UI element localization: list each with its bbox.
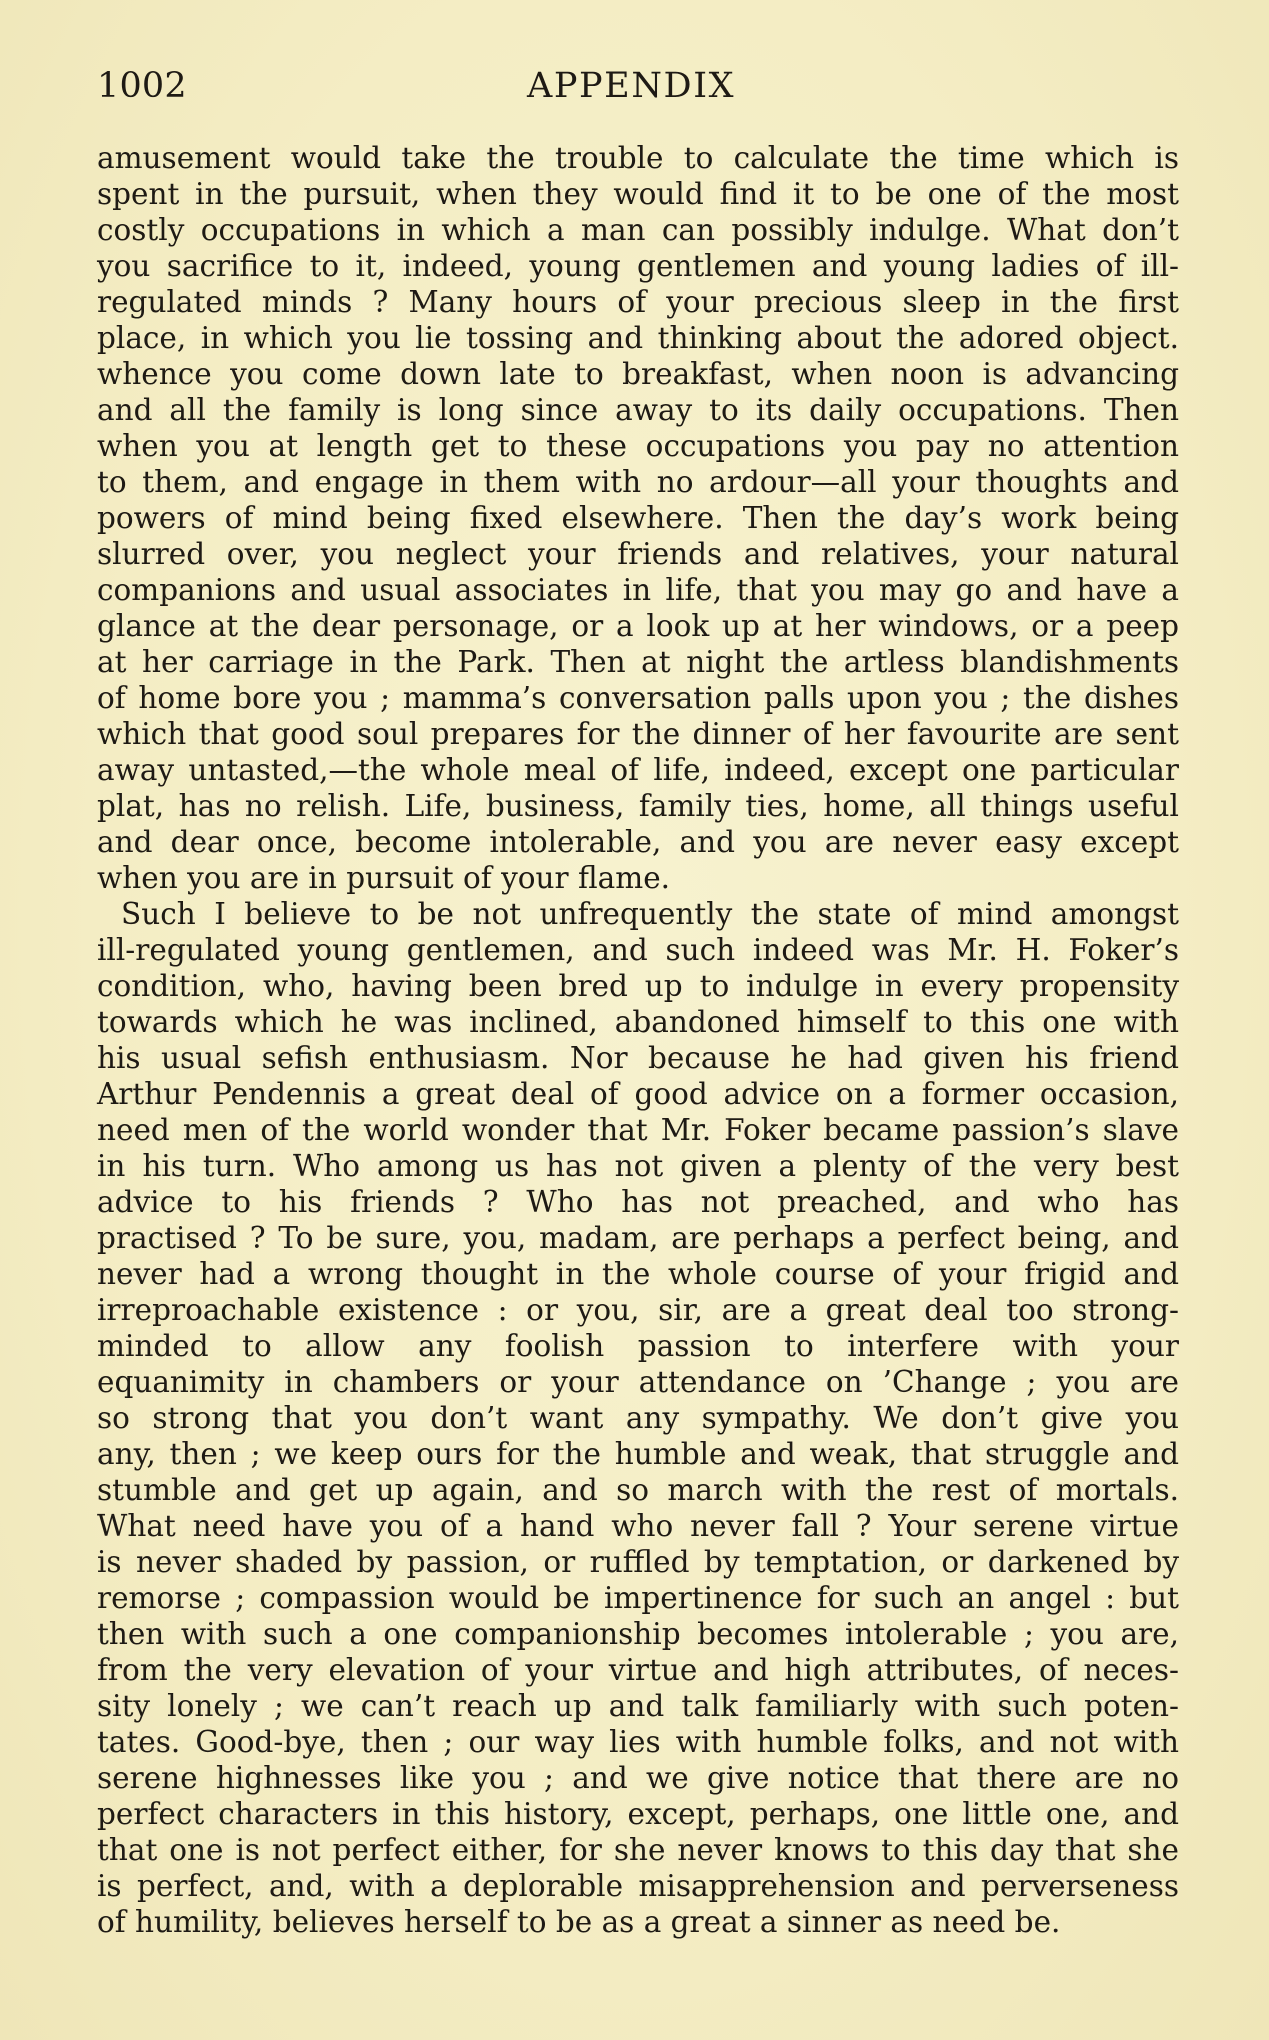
text-line: condition, who, having been bred up to indulge in every propensity (97, 969, 1179, 1003)
text-line: that one is not perfect either, for she never knows to this day that she (97, 1833, 1179, 1867)
text-line: amusement would take the trouble to calculate the time which is (97, 141, 1179, 175)
text-line: tates. Good-bye, then ; our way lies with humble folks, and not with (97, 1725, 1179, 1759)
text-line: powers of mind being fixed elsewhere. Then the day’s work being (97, 501, 1179, 535)
text-line: away untasted,—the whole meal of life, indeed, except one particular (97, 753, 1179, 787)
text-line: and dear once, become intolerable, and you are never easy except (97, 825, 1179, 859)
running-head: APPENDIX (527, 66, 736, 106)
text-line: stumble and get up again, and so march with the rest of mortals. (97, 1473, 1179, 1507)
text-line: when you at length get to these occupations you pay no attention (97, 429, 1179, 463)
text-line: at her carriage in the Park. Then at night the artless blandishments (97, 645, 1179, 679)
text-line: of home bore you ; mamma’s conversation palls upon you ; the dishes (97, 681, 1179, 715)
page-number: 1002 (97, 66, 187, 106)
text-line: serene highnesses like you ; and we give notice that there are no (97, 1761, 1179, 1795)
text-line: regulated minds ? Many hours of your precious sleep in the first (97, 285, 1179, 319)
text-line: minded to allow any foolish passion to interfere with your (97, 1329, 1179, 1363)
text-line: Such I believe to be not unfrequently the state of mind amongst (121, 897, 1179, 931)
text-line: equanimity in chambers or your attendance on ’Change ; you are (97, 1365, 1179, 1399)
text-line: ill-regulated young gentlemen, and such indeed was Mr. H. Foker’s (97, 933, 1179, 967)
text-line: What need have you of a hand who never fall ? Your serene virtue (97, 1509, 1179, 1543)
text-line: any, then ; we keep ours for the humble and weak, that struggle and (97, 1437, 1179, 1471)
text-line: and all the family is long since away to its daily occupations. Then (97, 393, 1179, 427)
text-line: companions and usual associates in life, that you may go and have a (97, 573, 1179, 607)
text-line: Arthur Pendennis a great deal of good advice on a former occasion, (97, 1077, 1179, 1111)
text-line: sity lonely ; we can’t reach up and talk familiarly with such poten- (97, 1689, 1179, 1723)
text-line: costly occupations in which a man can possibly indulge. What don’t (97, 213, 1179, 247)
text-line: then with such a one companionship becomes intolerable ; you are, (97, 1617, 1179, 1651)
text-line: to them, and engage in them with no ardour—all your thoughts and (97, 465, 1179, 499)
text-line: spent in the pursuit, when they would find it to be one of the most (97, 177, 1179, 211)
text-line: is perfect, and, with a deplorable misapprehension and perverseness (97, 1869, 1179, 1903)
text-line: need men of the world wonder that Mr. Foker became passion’s slave (97, 1113, 1179, 1147)
text-line: practised ? To be sure, you, madam, are perhaps a perfect being, and (97, 1221, 1179, 1255)
text-line: in his turn. Who among us has not given a plenty of the very best (97, 1149, 1179, 1183)
text-line: advice to his friends ? Who has not preached, and who has (97, 1185, 1179, 1219)
text-line: so strong that you don’t want any sympathy. We don’t give you (97, 1401, 1179, 1435)
text-line: remorse ; compassion would be impertinence for such an angel : but (97, 1581, 1179, 1615)
text-line: slurred over, you neglect your friends and relatives, your natural (97, 537, 1179, 571)
text-line: from the very elevation of your virtue and high attributes, of neces- (97, 1653, 1179, 1687)
text-line: glance at the dear personage, or a look up at her windows, or a peep (97, 609, 1179, 643)
text-line: is never shaded by passion, or ruffled by temptation, or darkened by (97, 1545, 1179, 1579)
page-header (97, 62, 1179, 110)
text-line: perfect characters in this history, except, perhaps, one little one, and (97, 1797, 1179, 1831)
text-line: never had a wrong thought in the whole course of your frigid and (97, 1257, 1179, 1291)
text-line: plat, has no relish. Life, business, family ties, home, all things useful (97, 789, 1179, 823)
text-line: place, in which you lie tossing and thinking about the adored object. (97, 321, 1179, 355)
text-line: irreproachable existence : or you, sir, are a great deal too strong- (97, 1293, 1179, 1327)
text-line: you sacrifice to it, indeed, young gentlemen and young ladies of ill- (97, 249, 1179, 283)
text-line: when you are in pursuit of your flame. (97, 861, 671, 895)
text-line: towards which he was inclined, abandoned himself to this one with (97, 1005, 1179, 1039)
text-line: his usual sefish enthusiasm. Nor because he had given his friend (97, 1041, 1179, 1075)
body-text (97, 140, 1179, 1940)
text-line: whence you come down late to breakfast, when noon is advancing (97, 357, 1179, 391)
text-line: which that good soul prepares for the dinner of her favourite are sent (97, 717, 1179, 751)
text-line: of humility, believes herself to be as a great a sinner as need be. (97, 1905, 1061, 1939)
